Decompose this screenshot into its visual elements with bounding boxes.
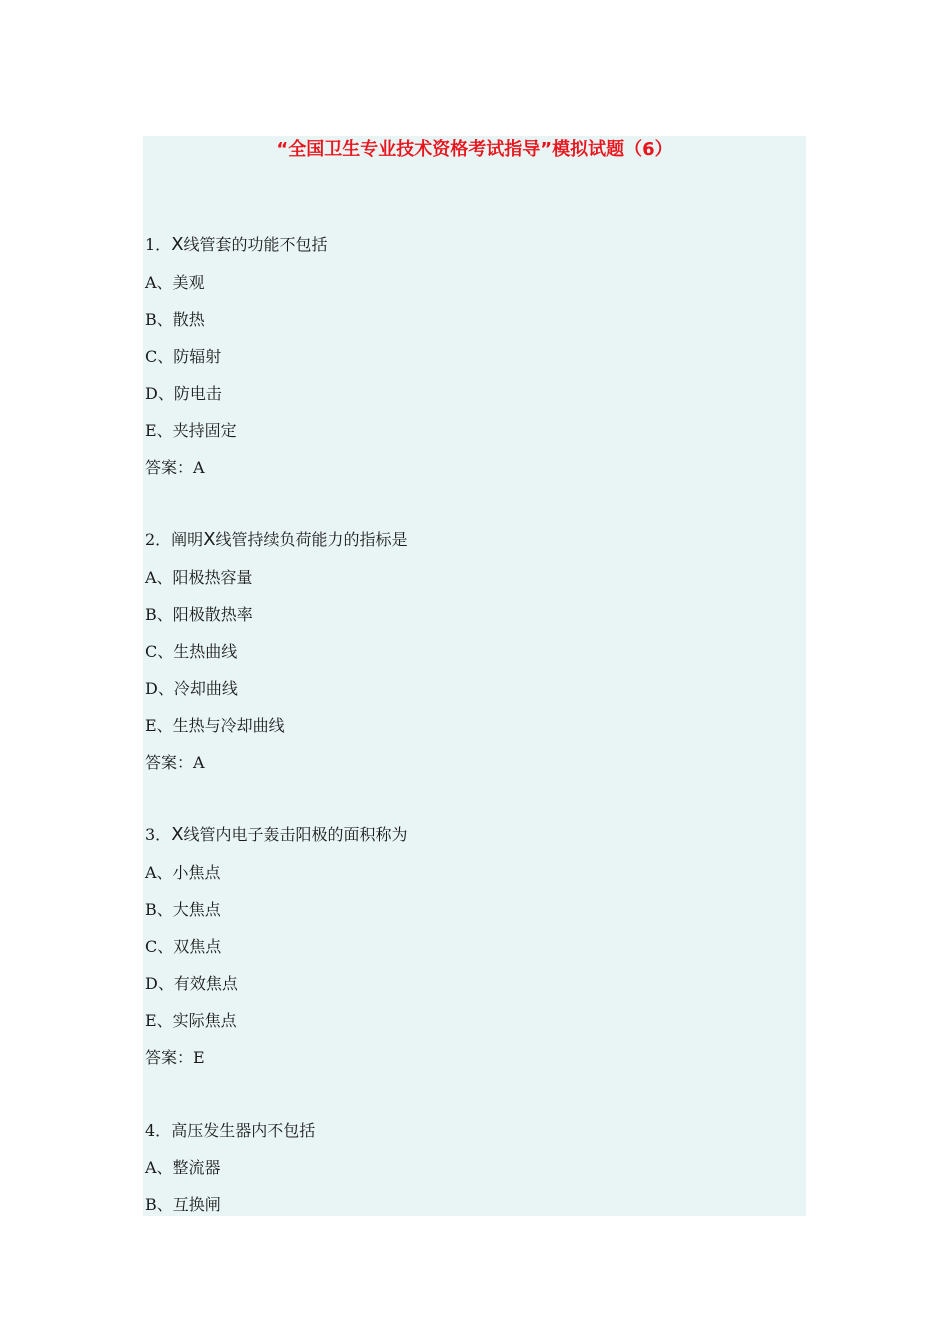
question-4-stem [145, 1119, 315, 1143]
question-1-option-b: B、散热 [145, 310, 205, 329]
question-1-number: 1． [145, 235, 172, 254]
question-1-option-e: E、夹持固定 [145, 421, 237, 440]
question-4-option-b: B、互换闸 [145, 1195, 221, 1214]
document-title: “全国卫生专业技术资格考试指导”模拟试题（6） [276, 139, 673, 160]
question-4-text: 高压发生器内不包括 [171, 1121, 316, 1140]
question-2-text: 线管持续负荷能力的指标是 [215, 530, 408, 549]
question-1-option-c: C、防辐射 [145, 347, 222, 366]
question-2-stem [145, 528, 408, 552]
question-3-option-e: E、实际焦点 [145, 1011, 237, 1030]
question-2-option-a: A、阳极热容量 [145, 568, 253, 587]
question-3-option-c: C、双焦点 [145, 937, 222, 956]
question-3-number: 3． [145, 825, 172, 844]
question-3-answer: 答案：E [145, 1048, 205, 1067]
question-2-option-e: E、生热与冷却曲线 [145, 716, 285, 735]
question-4-number: 4． [145, 1121, 172, 1140]
question-3-option-b: B、大焦点 [145, 900, 221, 919]
question-3-text: 线管内电子轰击阳极的面积称为 [183, 825, 408, 844]
question-1-answer: 答案：A [145, 458, 205, 477]
question-1-option-a: A、美观 [145, 273, 205, 292]
question-3-option-d: D、有效焦点 [145, 974, 238, 993]
question-1-x-letter: X [171, 234, 184, 255]
question-1-stem [145, 233, 328, 257]
question-3-x-letter: X [171, 824, 184, 845]
question-2-option-c: C、生热曲线 [145, 642, 238, 661]
question-4-option-a: A、整流器 [145, 1158, 221, 1177]
question-3-stem [145, 823, 408, 847]
document-panel [143, 136, 806, 1216]
question-2-number: 2．阐明 [145, 530, 204, 549]
question-2-answer: 答案：A [145, 753, 205, 772]
question-2-option-b: B、阳极散热率 [145, 605, 253, 624]
question-1-option-d: D、防电击 [145, 384, 222, 403]
question-3-option-a: A、小焦点 [145, 863, 221, 882]
question-2-x-letter: X [203, 529, 216, 550]
question-1-text: 线管套的功能不包括 [183, 235, 328, 254]
question-2-option-d: D、冷却曲线 [145, 679, 238, 698]
